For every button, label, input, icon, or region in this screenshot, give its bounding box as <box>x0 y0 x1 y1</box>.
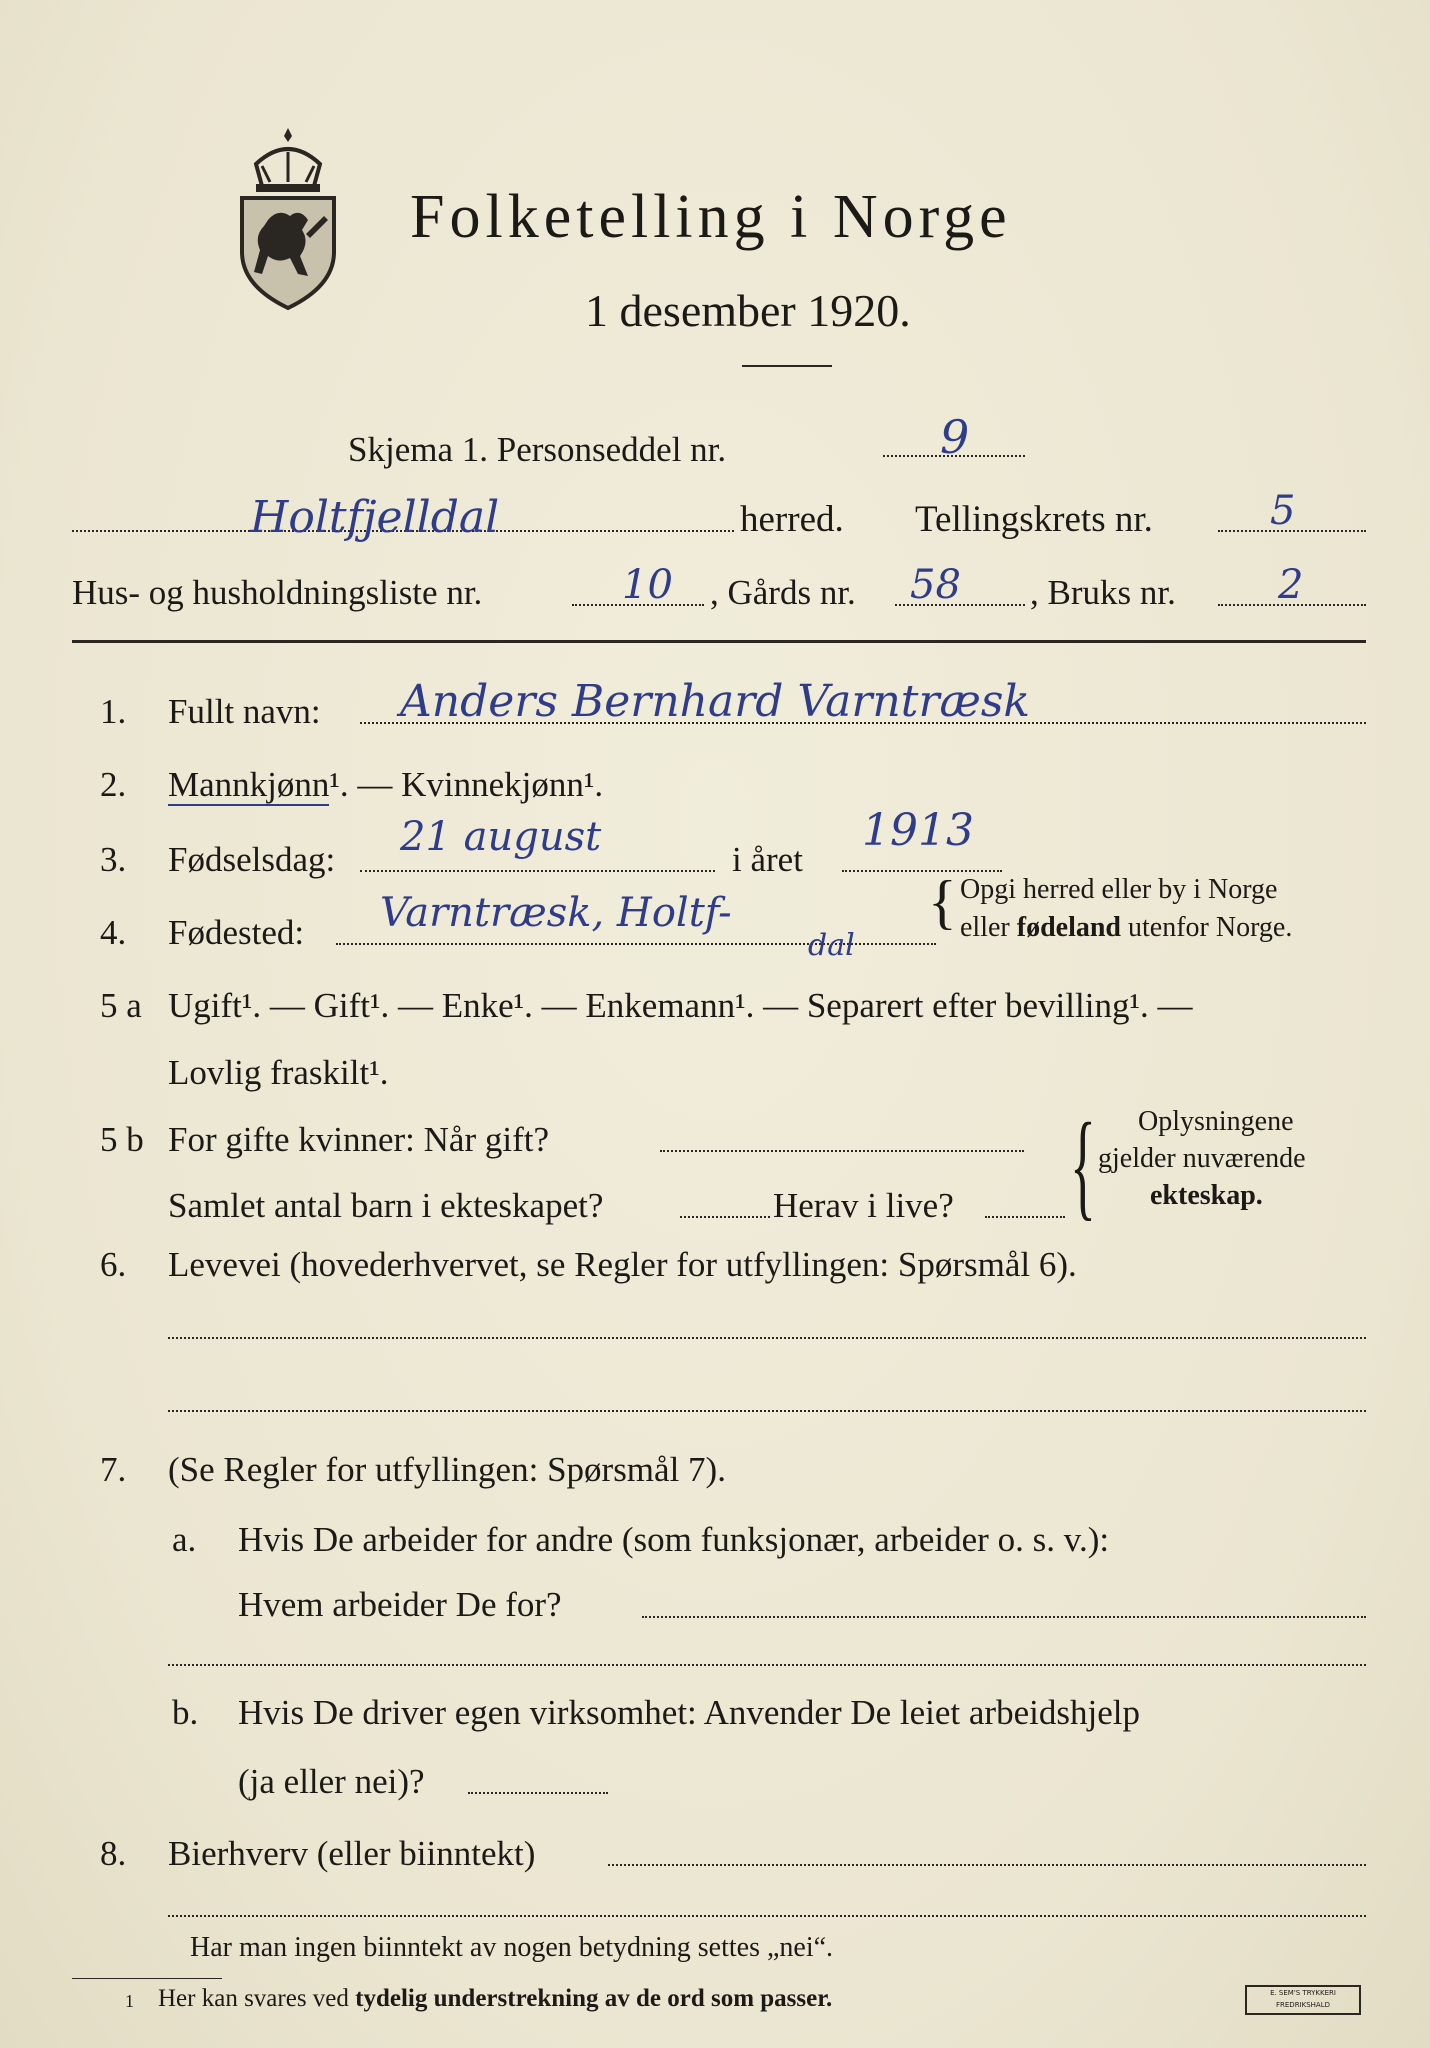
gards-nr-value[interactable]: 58 <box>910 562 961 608</box>
married-date-line[interactable] <box>660 1150 1024 1152</box>
q6-number: 6. <box>100 1245 127 1284</box>
q1-label: Fullt navn: <box>168 692 321 731</box>
q4-note-1: Opgi herred eller by i Norge <box>960 874 1278 905</box>
form-date: 1 desember 1920. <box>585 285 911 336</box>
divider <box>742 365 832 367</box>
q6-label: Levevei (hovederhvervet, se Regler for utfyllingen: Spørsmål 6). <box>168 1245 1077 1284</box>
person-nr-value[interactable]: 9 <box>940 410 970 464</box>
q4-number: 4. <box>100 913 127 952</box>
q5b-number: 5 b <box>100 1120 144 1159</box>
birthplace-value-cont[interactable]: dal <box>808 928 855 963</box>
q3-number: 3. <box>100 840 127 879</box>
marital-status-options[interactable]: Ugift¹. — Gift¹. — Enke¹. — Enkemann¹. — Separert efter bevilling¹. — <box>168 986 1193 1025</box>
q7b-question: Hvis De driver egen virksomhet: Anvender De leiet arbeidshjelp <box>238 1693 1140 1732</box>
side-income-line-2[interactable] <box>168 1915 1366 1917</box>
side-income-line-1[interactable] <box>608 1864 1366 1866</box>
full-name-value[interactable]: Anders Bernhard Varntræsk <box>400 676 1031 727</box>
q5b-children-label: Samlet antal barn i ekteskapet? <box>168 1186 604 1225</box>
footnote-mark: 1 <box>125 1991 134 2011</box>
children-alive-line[interactable] <box>985 1216 1065 1218</box>
q8-number: 8. <box>100 1834 127 1873</box>
birthday-value[interactable]: 21 august <box>400 814 602 860</box>
year-label: i året <box>732 840 803 879</box>
q1-number: 1. <box>100 692 127 731</box>
year-line <box>842 870 1002 872</box>
q3-label: Fødselsdag: <box>168 840 336 879</box>
hired-help-line[interactable] <box>468 1792 608 1794</box>
female-option[interactable]: ¹. — Kvinnekjønn¹. <box>329 765 604 804</box>
krets-nr-value[interactable]: 5 <box>1270 488 1296 534</box>
section-rule <box>72 640 1366 643</box>
footnote-rule <box>72 1978 222 1979</box>
schema-label: Skjema 1. Personseddel nr. <box>348 430 727 469</box>
q7a-question: Hvis De arbeider for andre (som funksjonær, arbeider o. s. v.): <box>238 1520 1110 1559</box>
q2-options <box>168 765 603 805</box>
q8-note: Har man ingen biinntekt av nogen betydning settes „nei“. <box>190 1932 834 1963</box>
male-option-underlined[interactable]: Mannkjønn <box>168 765 330 804</box>
q7b-yes-no-label: (ja eller nei)? <box>238 1762 425 1801</box>
q7a-employer-label: Hvem arbeider De for? <box>238 1585 562 1624</box>
q4-note-2: eller fødeland utenfor Norge. <box>960 912 1293 943</box>
q5b-married-label: For gifte kvinner: Når gift? <box>168 1120 550 1159</box>
household-label: Hus- og husholdningsliste nr. <box>72 573 483 612</box>
birth-year-value[interactable]: 1913 <box>862 805 974 856</box>
employer-line-1[interactable] <box>642 1616 1366 1618</box>
footnote-text: Her kan svares ved tydelig understrekning av de ord som passer. <box>158 1985 833 2012</box>
gards-label: , Gårds nr. <box>710 573 856 612</box>
q7b-letter: b. <box>172 1693 199 1732</box>
children-count-line[interactable] <box>680 1216 770 1218</box>
occupation-line-2[interactable] <box>168 1410 1366 1412</box>
printer-stamp: E. SEM'S TRYKKERI FREDRIKSHALD <box>1245 1985 1361 2015</box>
q7-label: (Se Regler for utfyllingen: Spørsmål 7). <box>168 1450 726 1489</box>
krets-label: Tellingskrets nr. <box>915 499 1153 540</box>
marital-status-divorced[interactable]: Lovlig fraskilt¹. <box>168 1053 389 1092</box>
q4-label: Fødested: <box>168 913 305 952</box>
q3-date-line <box>360 870 715 872</box>
coat-of-arms-icon <box>228 122 348 312</box>
employer-line-2[interactable] <box>168 1664 1366 1666</box>
herred-label: herred. <box>740 499 844 540</box>
form-title: Folketelling i Norge <box>410 183 1012 251</box>
q5b-alive-label: Herav i live? <box>773 1186 954 1225</box>
bruks-nr-value[interactable]: 2 <box>1278 562 1304 608</box>
occupation-line-1[interactable] <box>168 1337 1366 1339</box>
q5b-note-2: gjelder nuværende <box>1098 1143 1306 1174</box>
q4-brace: { <box>928 869 957 935</box>
q5b-note-3: ekteskap. <box>1150 1180 1263 1211</box>
birthplace-value[interactable]: Varntræsk, Holtf- <box>380 890 732 936</box>
herred-value[interactable]: Holtfjelldal <box>250 492 500 543</box>
q8-label: Bierhverv (eller biinntekt) <box>168 1834 536 1873</box>
q7-number: 7. <box>100 1450 127 1489</box>
liste-nr-value[interactable]: 10 <box>622 562 673 608</box>
q5a-number: 5 a <box>100 986 142 1025</box>
q5b-note-1: Oplysningene <box>1138 1106 1294 1137</box>
q7a-letter: a. <box>172 1520 197 1559</box>
q2-number: 2. <box>100 765 127 804</box>
bruks-label: , Bruks nr. <box>1030 573 1176 612</box>
q5b-brace: { <box>1070 1098 1096 1231</box>
